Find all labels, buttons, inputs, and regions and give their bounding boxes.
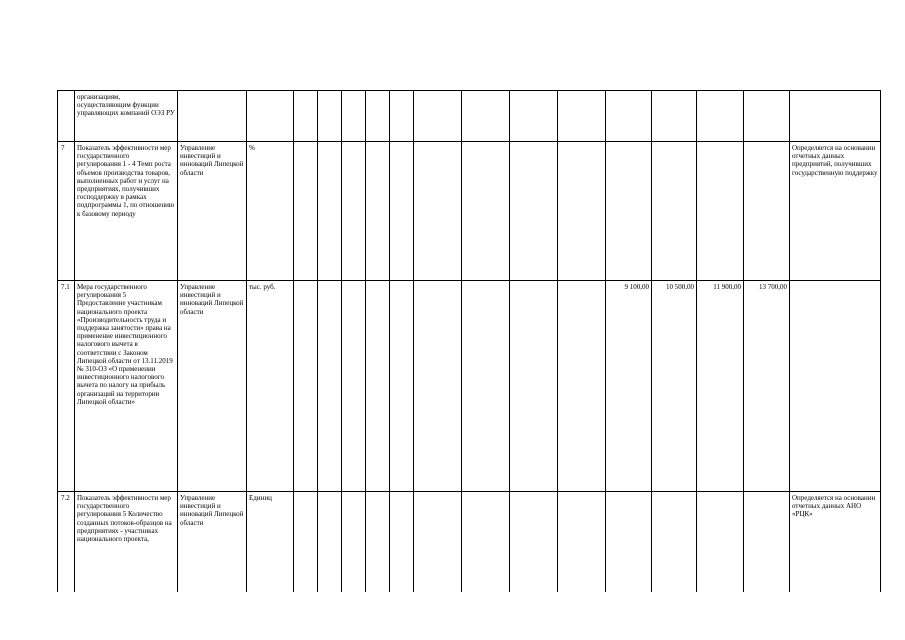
value-cell: 13 700,00 [744, 281, 790, 492]
empty-cell [558, 142, 606, 281]
empty-cell [366, 91, 390, 142]
empty-cell [342, 492, 366, 593]
value-cell: 11 900,00 [697, 281, 744, 492]
empty-cell [366, 281, 390, 492]
empty-cell [462, 492, 510, 593]
empty-cell [318, 281, 342, 492]
note [790, 281, 881, 492]
empty-cell [462, 281, 510, 492]
empty-cell [342, 281, 366, 492]
value-cell [744, 91, 790, 142]
value-cell [652, 492, 697, 593]
responsible-org [178, 91, 247, 142]
value-cell [744, 142, 790, 281]
table-row [58, 281, 881, 492]
empty-cell [558, 281, 606, 492]
empty-cell [294, 492, 318, 593]
empty-cell [318, 492, 342, 593]
value-cell [697, 142, 744, 281]
indicator-name: организациям, осуществляющим функции управляющих компаний ОЭЗ РУ [75, 91, 178, 142]
empty-cell [414, 492, 462, 593]
empty-cell [414, 91, 462, 142]
empty-cell [414, 281, 462, 492]
responsible-org: Управление инвестиций и инноваций Липецкой области [178, 492, 247, 593]
unit [247, 91, 294, 142]
indicator-name: Показатель эффективности мер государственного регулирования 1 - 4 Темп роста объемов производства товаров, выполненных работ и услуг на предприятиях, получивших господдержку в рамках подпрограммы 1, по отношению к базовому периоду [75, 142, 178, 281]
note: Определяется на основании отчетных данных АНО «РЦК» [790, 492, 881, 593]
empty-cell [294, 91, 318, 142]
value-cell [606, 142, 652, 281]
table-row [58, 142, 881, 281]
row-number: 7 [58, 142, 75, 281]
empty-cell [342, 142, 366, 281]
empty-cell [318, 91, 342, 142]
indicator-name: Мера государственного регулирования 5 Предоставление участникам национального проекта «Производительность труда и поддержка занятости» права на применение инвестиционного налогового вычета в соответствии с Законом Липецкой области от 13.11.2019 № 310-ОЗ «О применении инвестиционного налогового вычета по налогу на прибыль организаций на территории Липецкой области» [75, 281, 178, 492]
value-cell [606, 91, 652, 142]
value-cell: 9 100,00 [606, 281, 652, 492]
empty-cell [390, 91, 414, 142]
empty-cell [462, 142, 510, 281]
empty-cell [390, 142, 414, 281]
unit: % [247, 142, 294, 281]
row-number: 7.1 [58, 281, 75, 492]
empty-cell [510, 281, 558, 492]
unit: тыс. руб. [247, 281, 294, 492]
unit: Единиц [247, 492, 294, 593]
empty-cell [294, 281, 318, 492]
empty-cell [318, 142, 342, 281]
table-row [58, 91, 881, 142]
note: Определяется на основании отчетных данных предприятий, получивших государственную поддержку [790, 142, 881, 281]
empty-cell [414, 142, 462, 281]
empty-cell [342, 91, 366, 142]
empty-cell [294, 142, 318, 281]
empty-cell [366, 142, 390, 281]
empty-cell [558, 492, 606, 593]
empty-cell [558, 91, 606, 142]
table-row [58, 492, 881, 593]
empty-cell [510, 492, 558, 593]
row-number [58, 91, 75, 142]
row-number: 7.2 [58, 492, 75, 593]
empty-cell [510, 91, 558, 142]
value-cell [697, 91, 744, 142]
empty-cell [510, 142, 558, 281]
value-cell [697, 492, 744, 593]
responsible-org: Управление инвестиций и инноваций Липецкой области [178, 281, 247, 492]
empty-cell [462, 91, 510, 142]
empty-cell [390, 492, 414, 593]
value-cell [652, 91, 697, 142]
value-cell [744, 492, 790, 593]
responsible-org: Управление инвестиций и инноваций Липецкой области [178, 142, 247, 281]
empty-cell [366, 492, 390, 593]
value-cell: 10 500,00 [652, 281, 697, 492]
note [790, 91, 881, 142]
value-cell [652, 142, 697, 281]
value-cell [606, 492, 652, 593]
indicator-name: Показатель эффективности мер государственного регулирования 5 Количество созданных потоков-образцов на предприятиях - участниках национального проекта, [75, 492, 178, 593]
empty-cell [390, 281, 414, 492]
indicators-table [57, 90, 881, 592]
